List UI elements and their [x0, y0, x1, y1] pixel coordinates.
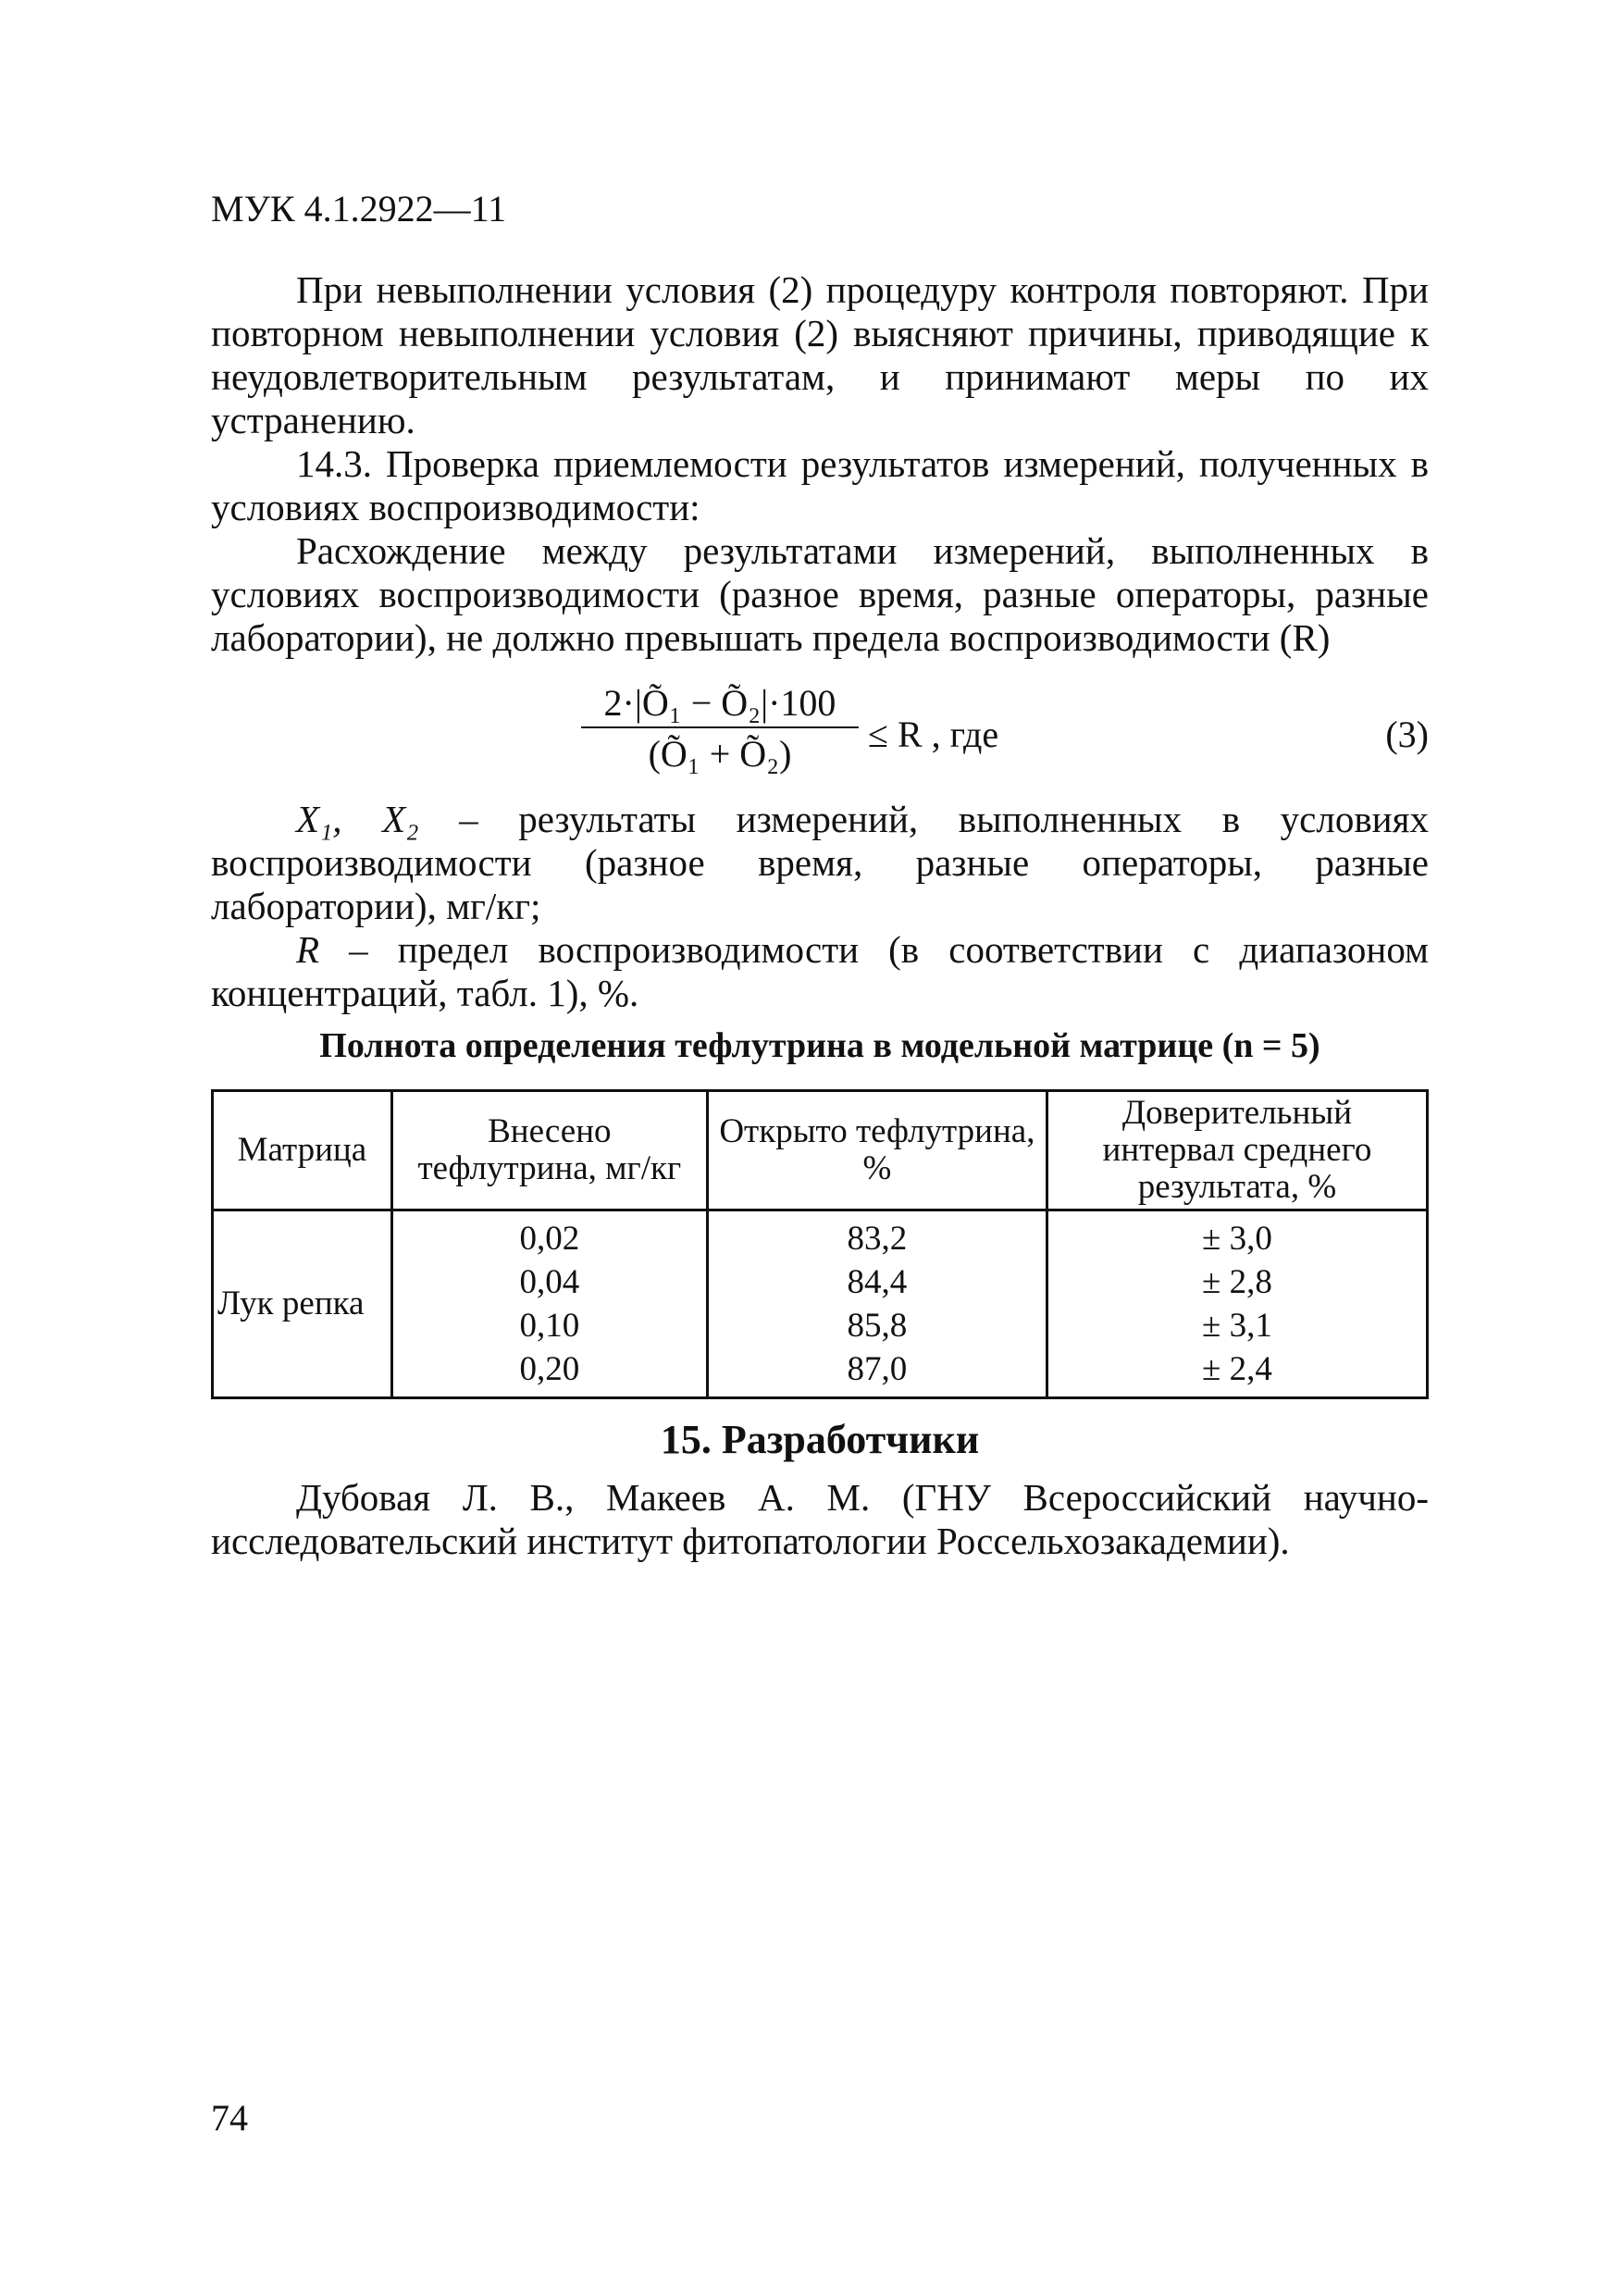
- added-value: 0,10: [519, 1307, 580, 1345]
- column-header-found: Открыто тефлутрина, %: [707, 1091, 1047, 1210]
- developers-paragraph: Дубовая Л. В., Макеев А. М. (ГНУ Всероссийский научно-исследовательский институт фитопатологии Россельхозакадемии).: [211, 1476, 1429, 1562]
- found-value: 87,0: [847, 1350, 908, 1388]
- formula-number: (3): [1385, 714, 1429, 755]
- paragraph-reproducibility: Расхождение между результатами измерений, выполненных в условиях воспроизводимости (разное время, разные операторы, разные лаборатории), не должно превышать предела воспроизводимости (R): [211, 529, 1429, 659]
- definition-x-text: – результаты измерений, выполненных в условиях воспроизводимости (разное время, разные операторы, разные лаборатории), мг/кг;: [211, 798, 1429, 927]
- definition-x: [211, 798, 1429, 928]
- added-cell: [391, 1210, 707, 1398]
- formula-numerator: 2·|Õ₁ − Õ₂|·100: [603, 682, 836, 724]
- ci-value: ± 3,1: [1202, 1307, 1272, 1345]
- column-header-matrix: Матрица: [213, 1091, 392, 1210]
- ci-value: ± 3,0: [1202, 1220, 1272, 1258]
- developers-block: [211, 1476, 1429, 1563]
- formula-3: [581, 680, 1432, 791]
- definition-r: [211, 928, 1429, 1015]
- definition-r-text: – предел воспроизводимости (в соответствии с диапазоном концентраций, табл. 1), %.: [211, 928, 1429, 1014]
- formula-fraction: [581, 680, 859, 776]
- found-value: 83,2: [847, 1220, 908, 1258]
- matrix-cell: Лук репка: [213, 1210, 392, 1398]
- table-row: [213, 1210, 1428, 1398]
- added-value: 0,02: [519, 1220, 580, 1258]
- formula-denominator: (Õ₁ + Õ₂): [581, 726, 859, 776]
- formula-relation: ≤ R , где: [868, 714, 999, 755]
- definition-x-symbol: X₁, X₂: [296, 798, 419, 840]
- found-value: 85,8: [847, 1307, 908, 1345]
- found-cell: [707, 1210, 1047, 1398]
- document-code-header: МУК 4.1.2922—11: [211, 188, 507, 230]
- page-number: 74: [211, 2097, 248, 2139]
- section-15-title: 15. Разработчики: [660, 1417, 980, 1462]
- added-value: 0,20: [519, 1350, 580, 1388]
- ci-value: ± 2,8: [1202, 1263, 1272, 1301]
- recovery-table: [211, 1089, 1429, 1399]
- body-text-definitions: [211, 798, 1429, 1015]
- definition-r-symbol: R: [296, 928, 320, 971]
- paragraph-14-3: 14.3. Проверка приемлемости результатов измерений, полученных в условиях воспроизводимости:: [211, 442, 1429, 528]
- table-header-row: [213, 1091, 1428, 1210]
- added-value: 0,04: [519, 1263, 580, 1301]
- column-header-added: Внесено тефлутрина, мг/кг: [391, 1091, 707, 1210]
- column-header-confidence-interval: Доверительный интервал среднего результата, %: [1047, 1091, 1427, 1210]
- paragraph-repeat-control: При невыполнении условия (2) процедуру контроля повторяют. При повторном невыполнении условия (2) выясняют причины, приводящие к неудовлетворительным результатам, и принимают меры по их устранению.: [211, 268, 1429, 441]
- ci-cell: [1047, 1210, 1427, 1398]
- found-value: 84,4: [847, 1263, 908, 1301]
- body-text-upper: [211, 268, 1429, 660]
- ci-value: ± 2,4: [1202, 1350, 1272, 1388]
- table-caption: Полнота определения тефлутрина в модельной матрице (n = 5): [319, 1026, 1320, 1065]
